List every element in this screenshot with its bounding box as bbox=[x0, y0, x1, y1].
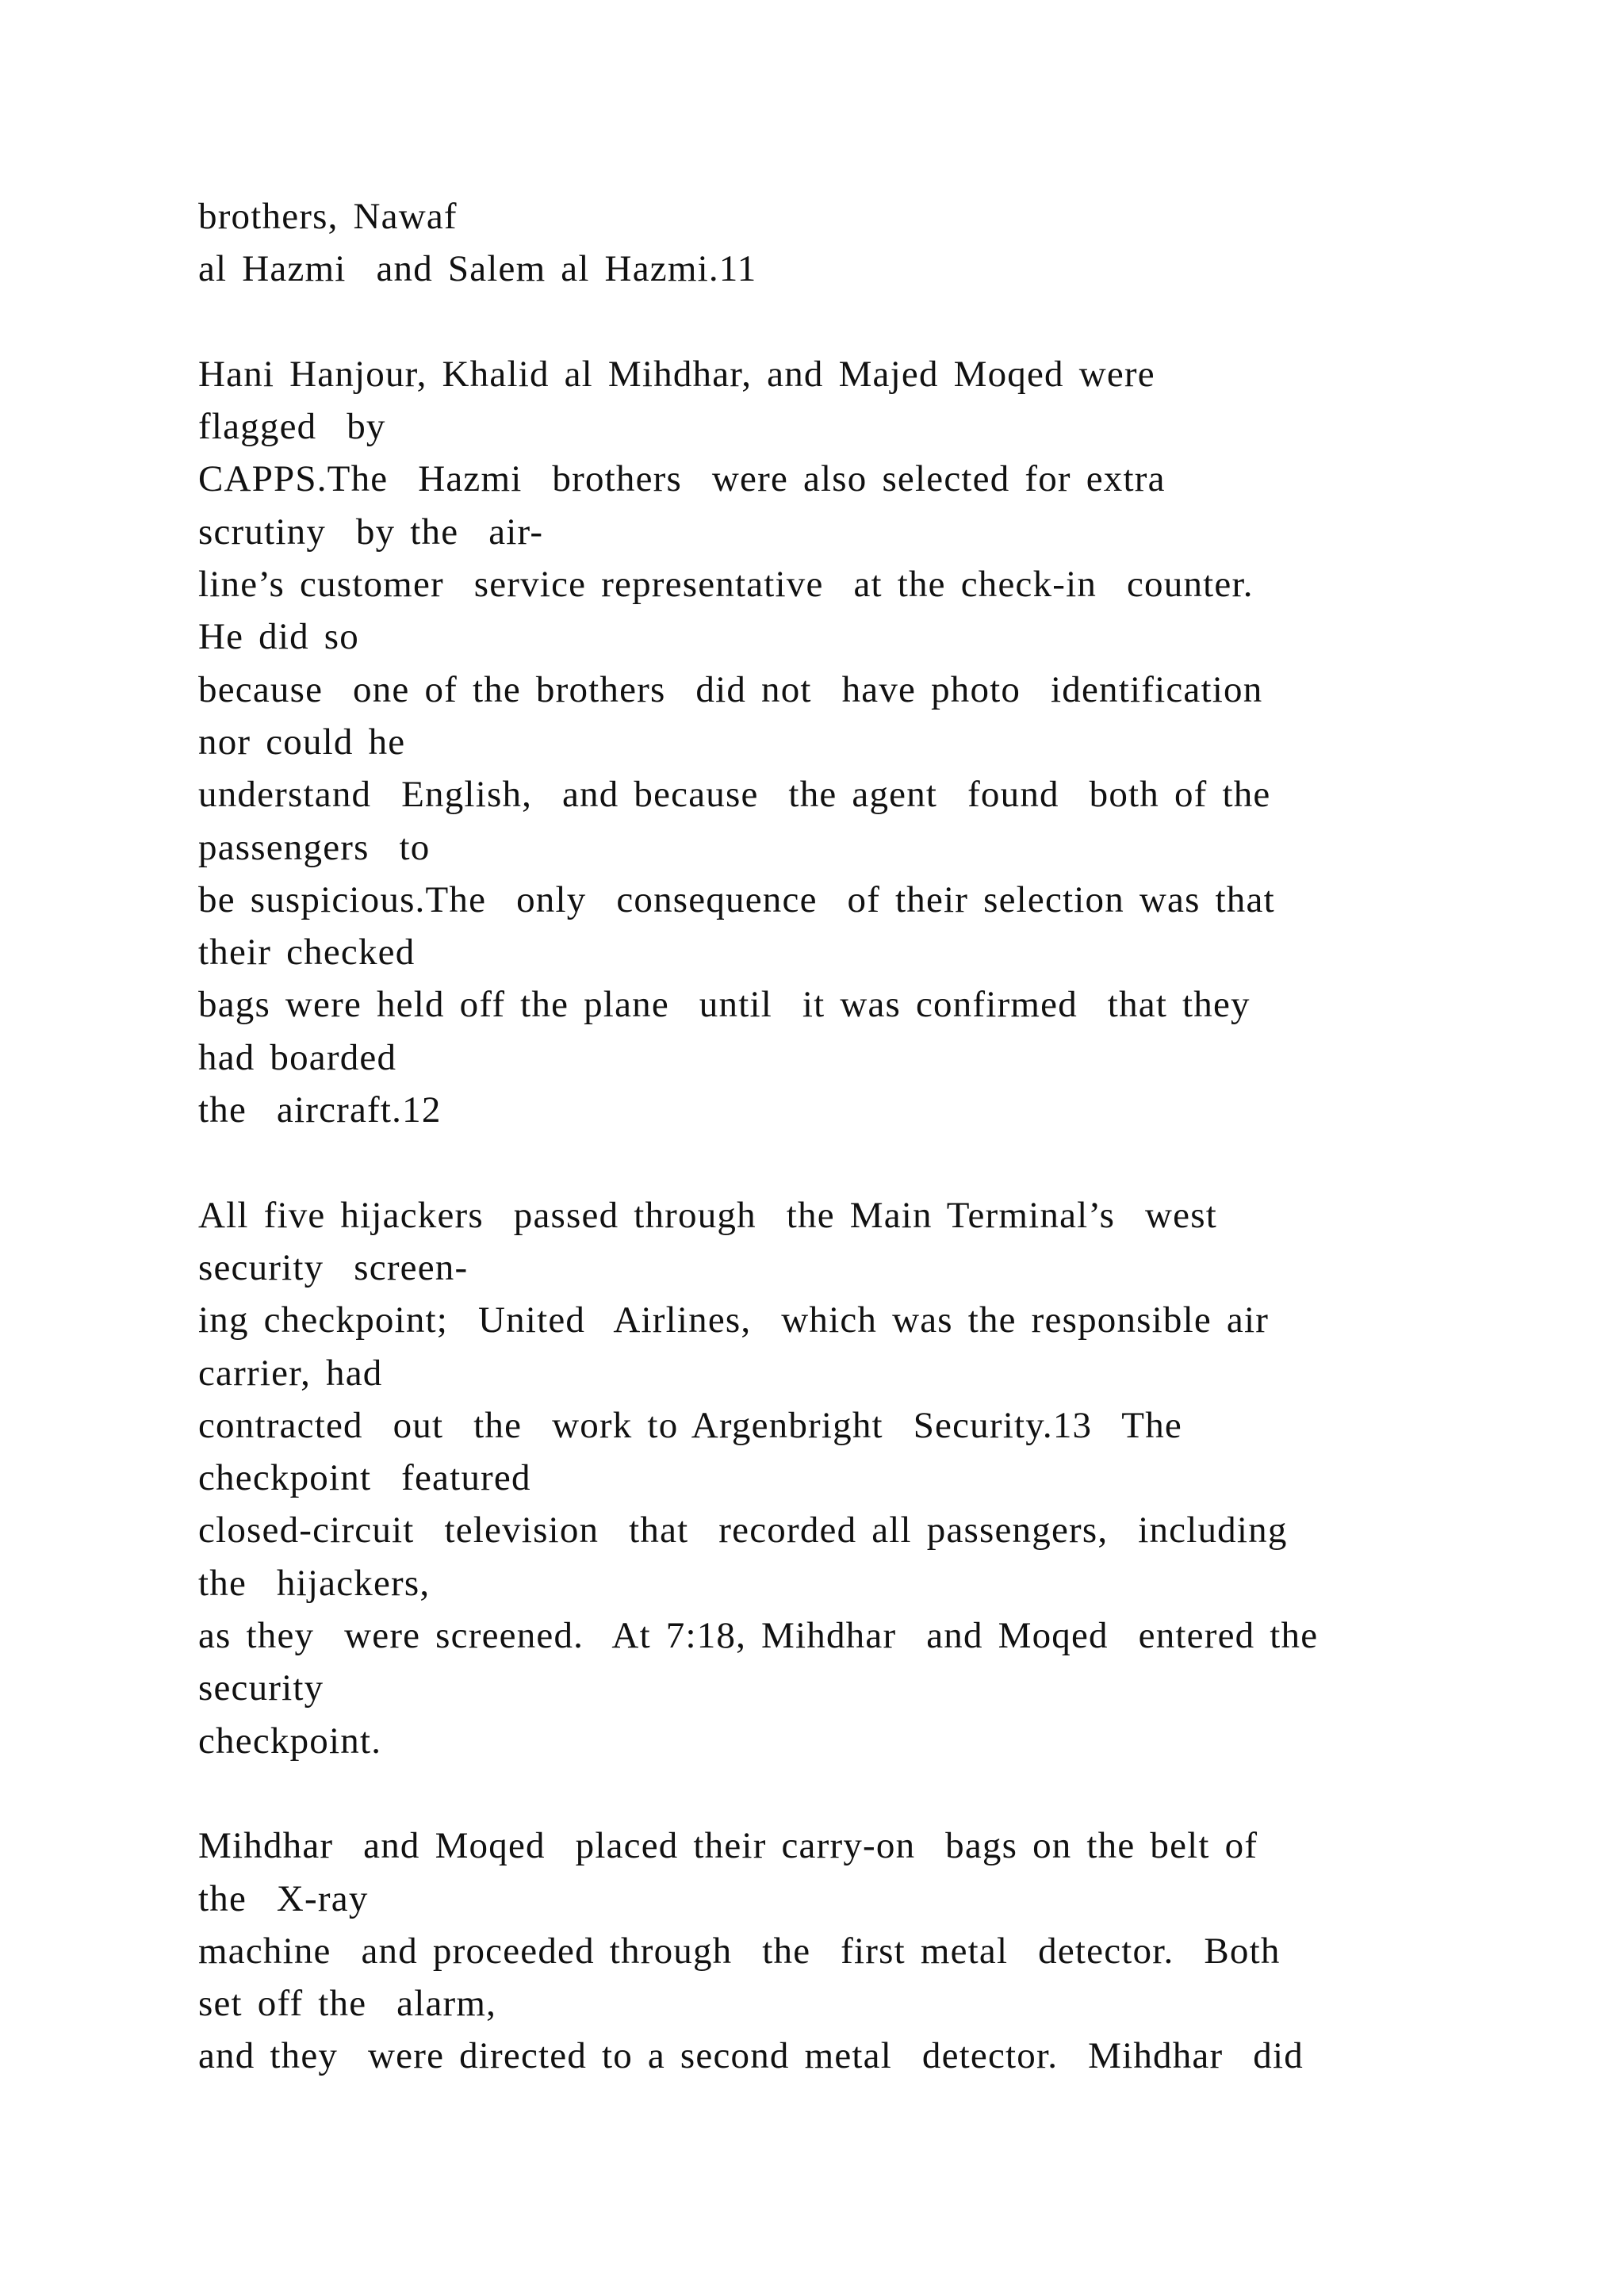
text-line: brothers, Nawaf bbox=[198, 196, 458, 237]
paragraph bbox=[198, 190, 1499, 296]
text-line: set off the alarm, bbox=[198, 1983, 497, 2025]
body-text bbox=[198, 190, 1499, 2135]
text-line: the hijackers, bbox=[198, 1562, 431, 1604]
paragraph bbox=[198, 1820, 1499, 2082]
text-line: and they were directed to a second metal detector. Mihdhar did bbox=[198, 2035, 1304, 2077]
text-line: had boarded bbox=[198, 1036, 397, 1078]
text-line: carrier, had bbox=[198, 1352, 383, 1394]
text-line: security screen- bbox=[198, 1246, 469, 1288]
text-line: the X-ray bbox=[198, 1877, 369, 1919]
text-line: security bbox=[198, 1667, 324, 1709]
text-line: their checked bbox=[198, 932, 416, 974]
text-line: bags were held off the plane until it was confirmed that they bbox=[198, 984, 1251, 1026]
text-line: checkpoint. bbox=[198, 1720, 382, 1762]
text-line: Mihdhar and Moqed placed their carry-on bags on the belt of bbox=[198, 1825, 1258, 1867]
text-line: ing checkpoint; United Airlines, which was the responsible air bbox=[198, 1299, 1270, 1341]
text-line: All five hijackers passed through the Main Terminal’s west bbox=[198, 1194, 1217, 1236]
text-line: passengers to bbox=[198, 826, 431, 868]
text-line: checkpoint featured bbox=[198, 1457, 531, 1499]
text-line: be suspicious.The only consequence of their selection was that bbox=[198, 878, 1275, 920]
text-line: contracted out the work to Argenbright Security.13 The bbox=[198, 1404, 1182, 1446]
text-line: He did so bbox=[198, 616, 359, 658]
text-line: Hani Hanjour, Khalid al Mihdhar, and Majed Moqed were bbox=[198, 353, 1155, 395]
text-line: understand English, and because the agent found both of the bbox=[198, 774, 1271, 816]
paragraph bbox=[198, 1189, 1499, 1767]
text-line: as they were screened. At 7:18, Mihdhar and Moqed entered the bbox=[198, 1615, 1319, 1657]
text-line: the aircraft.12 bbox=[198, 1089, 442, 1131]
text-line: scrutiny by the air- bbox=[198, 511, 544, 553]
paragraph bbox=[198, 348, 1499, 1136]
text-line: line’s customer service representative at the check-in counter. bbox=[198, 564, 1254, 606]
text-line: al Hazmi and Salem al Hazmi.11 bbox=[198, 248, 757, 290]
text-line: because one of the brothers did not have photo identification bbox=[198, 668, 1263, 710]
text-line: closed-circuit television that recorded all passengers, including bbox=[198, 1510, 1288, 1552]
text-line: CAPPS.The Hazmi brothers were also selected for extra bbox=[198, 458, 1166, 500]
text-line: machine and proceeded through the first metal detector. Both bbox=[198, 1930, 1281, 1972]
text-line: nor could he bbox=[198, 721, 406, 763]
text-line: flagged by bbox=[198, 406, 386, 448]
